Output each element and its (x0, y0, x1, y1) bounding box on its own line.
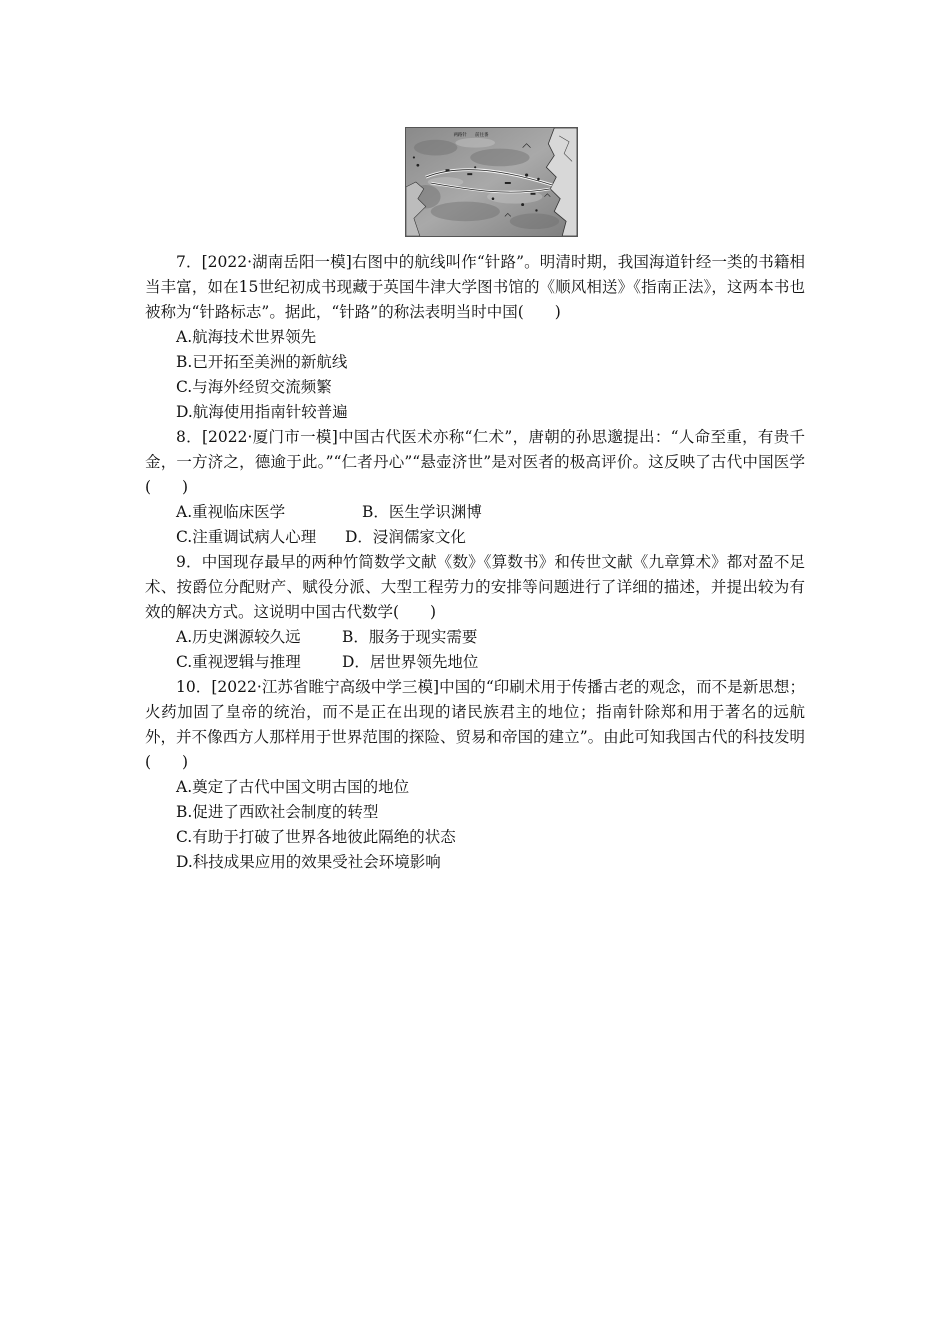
option-row (145, 625, 805, 650)
question-stem: 9．中国现存最早的两种竹简数学文献《数》《算数书》和传世文献《九章算术》都对盈不足术、按爵位分配财产、赋役分派、大型工程劳力的安排等问题进行了详细的描述，并提出较为有效的解决方式。这说明中国古代数学( ) (145, 553, 805, 621)
option-b[interactable]: B.已开拓至美洲的新航线 (176, 353, 348, 371)
question-8 (145, 425, 805, 550)
option-row (145, 525, 805, 550)
question-stem: 10．[2022·江苏省睢宁高级中学三模]中国的“印刷术用于传播古老的观念，而不是新思想；火药加固了皇帝的统治，而不是正在出现的诸民族君主的地位；指南针除郑和用于著名的远航外，并不像西方人那样用于世界范围的探险、贸易和帝国的建立”。由此可知我国古代的科技发明( ) (145, 678, 805, 771)
option-a[interactable]: A.奠定了古代中国文明古国的地位 (176, 778, 410, 796)
option-d[interactable]: D.科技成果应用的效果受社会环境影响 (176, 853, 441, 871)
option-d[interactable]: D．浸润儒家文化 (345, 528, 466, 546)
question-stem: 8．[2022·厦门市一模]中国古代医术亦称“仁术”，唐朝的孙思邈提出：“人命至重，有贵千金，一方济之，德逾于此。”“仁者丹心”“悬壶济世”是对医者的极高评价。这反映了古代中国医学( ) (145, 428, 805, 496)
option-a[interactable]: A.航海技术世界领先 (176, 328, 317, 346)
option-c[interactable]: C.与海外经贸交流频繁 (176, 378, 332, 396)
option-b[interactable]: B．医生学识渊博 (362, 503, 482, 521)
option-c[interactable]: C.注重调试病人心理 (176, 528, 317, 546)
option-row (145, 650, 805, 675)
option-c[interactable]: C.重视逻辑与推理 (176, 653, 301, 671)
question-7 (145, 250, 805, 425)
option-row (145, 500, 805, 525)
navigation-route-map (405, 127, 578, 237)
option-b[interactable]: B.促进了西欧社会制度的转型 (176, 803, 379, 821)
option-a[interactable]: A.重视临床医学 (176, 503, 286, 521)
map-title-left: 两路针 (453, 132, 467, 138)
map-illustration (406, 128, 577, 236)
option-a[interactable]: A.历史渊源较久远 (176, 628, 301, 646)
option-d[interactable]: D.航海使用指南针较普遍 (176, 403, 348, 421)
question-list (145, 250, 805, 875)
question-stem: 7．[2022·湖南岳阳一模]右图中的航线叫作“针路”。明清时期，我国海道针经一类的书籍相当丰富，如在15世纪初成书现藏于英国牛津大学图书馆的《顺风相送》《指南正法》，这两本书也被称为“针路标志”。据此，“针路”的称法表明当时中国( ) (145, 253, 805, 321)
map-title-right: 前往番 (475, 132, 489, 138)
option-b[interactable]: B．服务于现实需要 (342, 628, 478, 646)
question-10 (145, 675, 805, 875)
option-d[interactable]: D．居世界领先地位 (342, 653, 479, 671)
option-c[interactable]: C.有助于打破了世界各地彼此隔绝的状态 (176, 828, 456, 846)
question-9 (145, 550, 805, 675)
